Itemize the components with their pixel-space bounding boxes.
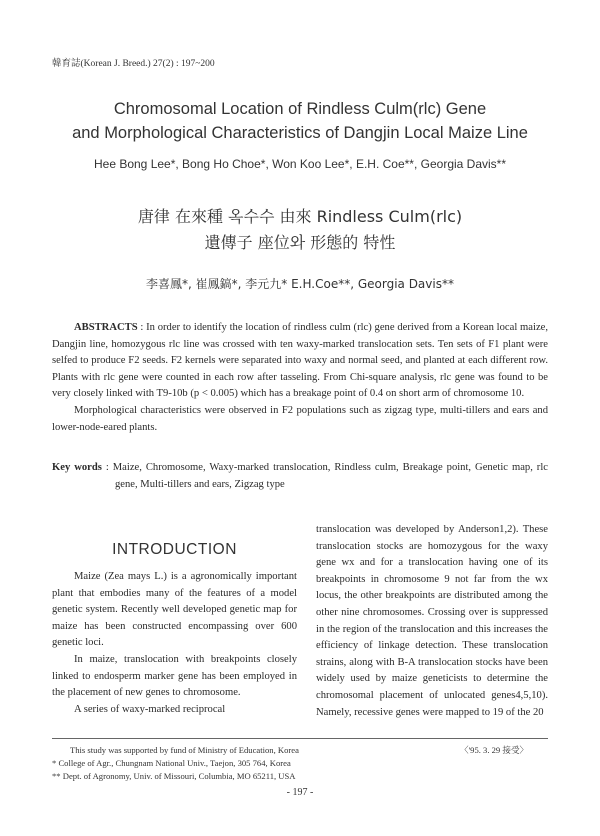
abstract-paragraph-2: Morphological characteristics were observed in F2 populations such as zigzag type, multi-tillers and ears and lower-node-eared plants.	[52, 404, 548, 433]
footnote-affiliation-1: * College of Agr., Chungnam National Univ., Taejon, 305 764, Korea	[52, 758, 291, 768]
page-number: - 197 -	[286, 787, 314, 798]
intro-right-paragraph: translocation was developed by Anderson1,2). These translocation stocks are homozygous for the waxy gene wx and for a translocation having one of its breakpoints in chromosome 9 not far from the wx locus, the other breakpoints are distributed among the other nine chromosomes. Crossing over is suppressed in the region of the translocation and this increases the efficiency of linkage detection. These translocation strains, along with B-A translocation stocks have been widely used by maize geneticists to determine the chromosomal placement of unlocated genes4,5,10). Namely, recessive genes were mapped to 19 of the 20	[316, 524, 548, 718]
korean-title-line-2: 遺傳子 座位와 形態的 特性	[204, 233, 396, 252]
received-date: 〈'95. 3. 29 接受〉	[460, 745, 529, 755]
abstract-paragraph-1: In order to identify the location of rindless culm (rlc) gene derived from a Korean local maize, Dangjin line, homozygous rlc line was crossed with ten waxy-marked translocation sets. Ten sets of F1 plant were selfed to produce F2 seeds. F2 kernels were separated into waxy and normal seed, and planted at each different row. Plants with rlc gene were counted in each row after tasseling. From Chi-square analysis, rlc gene was found to be very closely linked with T9-10b (p < 0.005) which has a breakage point of 0.4 on short arm of chromosome 10.	[52, 322, 548, 400]
keywords: Key words : Maize, Chromosome, Waxy-marked translocation, Rindless culm, Breakage point, Genetic map, rlc gene, Multi-tillers and ears, Zigzag type	[52, 462, 548, 490]
intro-paragraph-3: A series of waxy-marked reciprocal	[74, 703, 226, 715]
journal-reference: 韓育誌(Korean J. Breed.) 27(2) : 197~200	[52, 59, 215, 69]
footnote-affiliation-2: ** Dept. of Agronomy, Univ. of Missouri, Columbia, MO 65211, USA	[52, 771, 296, 781]
korean-author-list: 李喜鳳*, 崔鳳鎬*, 李元九* E.H.Coe**, Georgia Davis**	[146, 277, 454, 291]
title-line-1: Chromosomal Location of Rindless Culm(rlc) Gene	[113, 100, 487, 118]
introduction-heading: INTRODUCTION	[112, 541, 237, 558]
introduction-left-column	[52, 569, 297, 718]
abstract-label: ABSTRACTS	[74, 322, 138, 333]
paper-title	[40, 97, 560, 145]
keywords-text: Maize, Chromosome, Waxy-marked translocation, Rindless culm, Breakage point, Genetic map, rlc gene, Multi-tillers and ears, Zigzag type	[112, 462, 548, 490]
title-line-2: and Morphological Characteristics of Dangjin Local Maize Line	[72, 124, 528, 142]
footnote-funding: This study was supported by fund of Ministry of Education, Korea	[70, 745, 299, 755]
abstract: ABSTRACTS : In order to identify the location of rindless culm (rlc) gene derived from a Korean local maize, Dangjin line, homozygous rlc line was crossed with ten waxy-marked translocation sets. Ten sets of F1 plant were selfed to produce F2 seeds. F2 kernels were separated into waxy and normal seed, and planted at each different row. Plants with rlc gene were counted in each row after tasseling. From Chi-square analysis, rlc gene was found to be very closely linked with T9-10b (p < 0.005) which has a breakage point of 0.4 on short arm of chromosome 10. Morphological characteristics were observed in F2 populations such as zigzag type, multi-tillers and ears and lower-node-eared plants.	[52, 320, 548, 436]
korean-title-line-1: 唐律 在來種 옥수수 由來 Rindless Culm(rlc)	[137, 207, 463, 226]
keywords-label: Key words	[52, 462, 102, 473]
intro-paragraph-1: Maize (Zea mays L.) is a agronomically important plant that embodies many of the features of a model genetic system. Recently well developed genetic map for maize has been constructed encompassing over 600 genetic loci.	[52, 571, 297, 649]
intro-paragraph-2: In maize, translocation with breakpoints closely linked to endosperm marker gene has been employed in the placement of new genes to chromosome.	[52, 653, 297, 699]
footnote-divider	[52, 738, 548, 739]
author-list: Hee Bong Lee*, Bong Ho Choe*, Won Koo Lee*, E.H. Coe**, Georgia Davis**	[93, 157, 507, 171]
korean-title	[40, 204, 560, 256]
introduction-right-column	[316, 522, 548, 721]
